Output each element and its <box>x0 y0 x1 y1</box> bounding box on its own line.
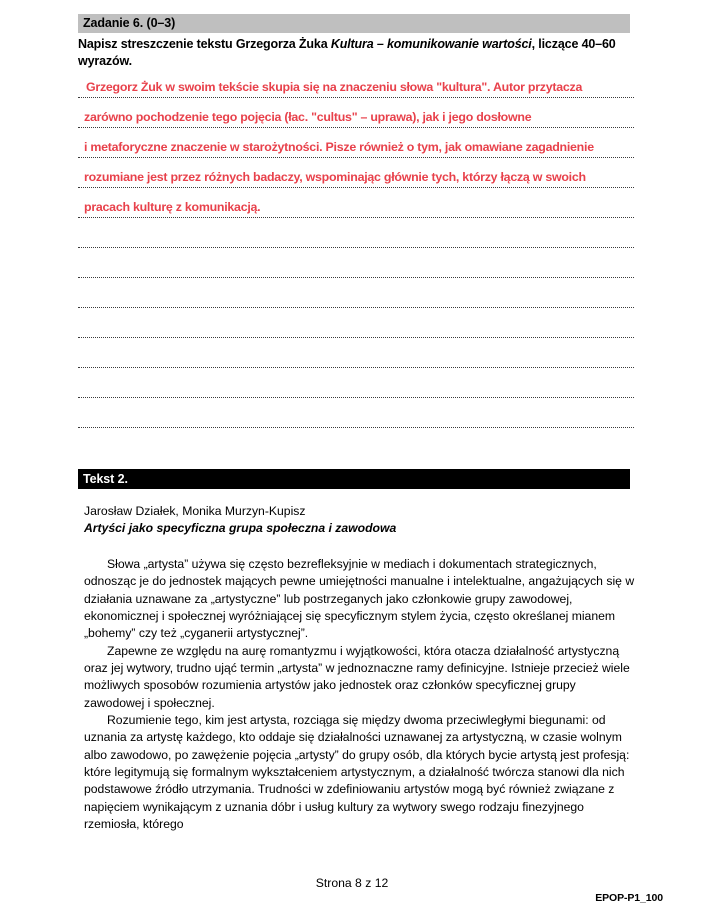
answer-line[interactable] <box>78 368 634 398</box>
answer-line[interactable] <box>78 188 634 218</box>
task-instruction-suffix: , liczące 40–60 wyrazów. <box>78 37 616 68</box>
answer-line[interactable] <box>78 338 634 368</box>
text-section-label: Tekst 2. <box>83 472 128 486</box>
footer-exam-code: EPOP-P1_100 <box>595 892 663 904</box>
answer-line[interactable] <box>78 98 634 128</box>
article-body <box>84 556 636 834</box>
task-instruction-title: Kultura – komunikowanie wartości <box>330 37 532 51</box>
answer-line[interactable] <box>78 218 634 248</box>
answer-line[interactable] <box>78 248 634 278</box>
task-instruction <box>78 36 634 69</box>
answer-line[interactable] <box>78 128 634 158</box>
answer-line-text: i metaforyczne znaczenie w starożytności. Pisze również o tym, jak omawiane zagadnienie <box>84 140 594 154</box>
footer-page-number: Strona 8 z 12 <box>315 876 389 890</box>
answer-line-text: pracach kulturę z komunikacją. <box>84 200 261 214</box>
answer-line-rule <box>78 427 634 428</box>
answer-line[interactable] <box>78 278 634 308</box>
article-paragraph: Słowa „artysta” używa się często bezrefleksyjnie w mediach i dokumentach strategicznych, odnosząc je do jednostek mających pewne umiejętności manualne i intelektualne, angażujących się w działania uznawane za „artystyczne” lub postrzeganych jako członkowie grupy zawodowej, ekonomicznej i społecznej wyróżniającej się specyficznym stylem życia, często określanej mianem „bohemy” czy też „cyganerii artystycznej”. <box>84 557 635 641</box>
answer-line-text: zarówno pochodzenie tego pojęcia (łac. "cultus" – uprawa), jak i jego dosłowne <box>84 110 532 124</box>
article-paragraph: Rozumienie tego, kim jest artysta, rozciąga się między dwoma przeciwległymi biegunami: od uznania za artystę każdego, kto oddaje się działalności uznawanej za artystyczną, w czasie wolnym albo zawodowo, po zawężenie pojęcia „artysty” do grupy osób, dla których bycie artystą jest profesją: które legitymują się formalnym wykształceniem artystycznym, a działalność twórcza stanowi dla nich podstawowe źródło utrzymania. Trudności w zdefiniowaniu artystów mogą być również związane z napięciem wynikającym z uznania dóbr i usług kultury za wytwory swego rodzaju finezyjnego rzemiosła, którego <box>84 713 630 832</box>
answer-line[interactable] <box>78 68 634 98</box>
source-attribution <box>84 503 640 536</box>
text-section-band <box>78 469 630 489</box>
answer-line-text: rozumiane jest przez różnych badaczy, wspominając głównie tych, którzy łączą w swoich <box>84 170 586 184</box>
answer-line[interactable] <box>78 308 634 338</box>
task-header-band <box>78 14 630 33</box>
article-paragraph: Zapewne ze względu na aurę romantyzmu i wyjątkowości, która otacza działalność artystyczną oraz jej wytwory, trudno ująć termin „artysta” w jednoznaczne ramy definicyjne. Istnieje przecież wiele możliwych sposobów rozumienia artystów jako jednostek oraz członków specyficznej grupy zawodowej i społecznej. <box>84 643 630 710</box>
answer-line[interactable] <box>78 158 634 188</box>
answer-line-text: Grzegorz Żuk w swoim tekście skupia się na znaczeniu słowa "kultura". Autor przytacza <box>86 80 583 94</box>
task-instruction-prefix: Napisz streszczenie tekstu Grzegorza Żuka <box>78 37 331 51</box>
source-authors: Jarosław Działek, Monika Murzyn-Kupisz <box>84 504 306 518</box>
answer-line[interactable] <box>78 398 634 428</box>
answer-lines-area[interactable] <box>78 68 634 428</box>
task-number-label: Zadanie 6. (0–3) <box>83 16 176 30</box>
source-title: Artyści jako specyficzna grupa społeczna i zawodowa <box>84 520 397 535</box>
